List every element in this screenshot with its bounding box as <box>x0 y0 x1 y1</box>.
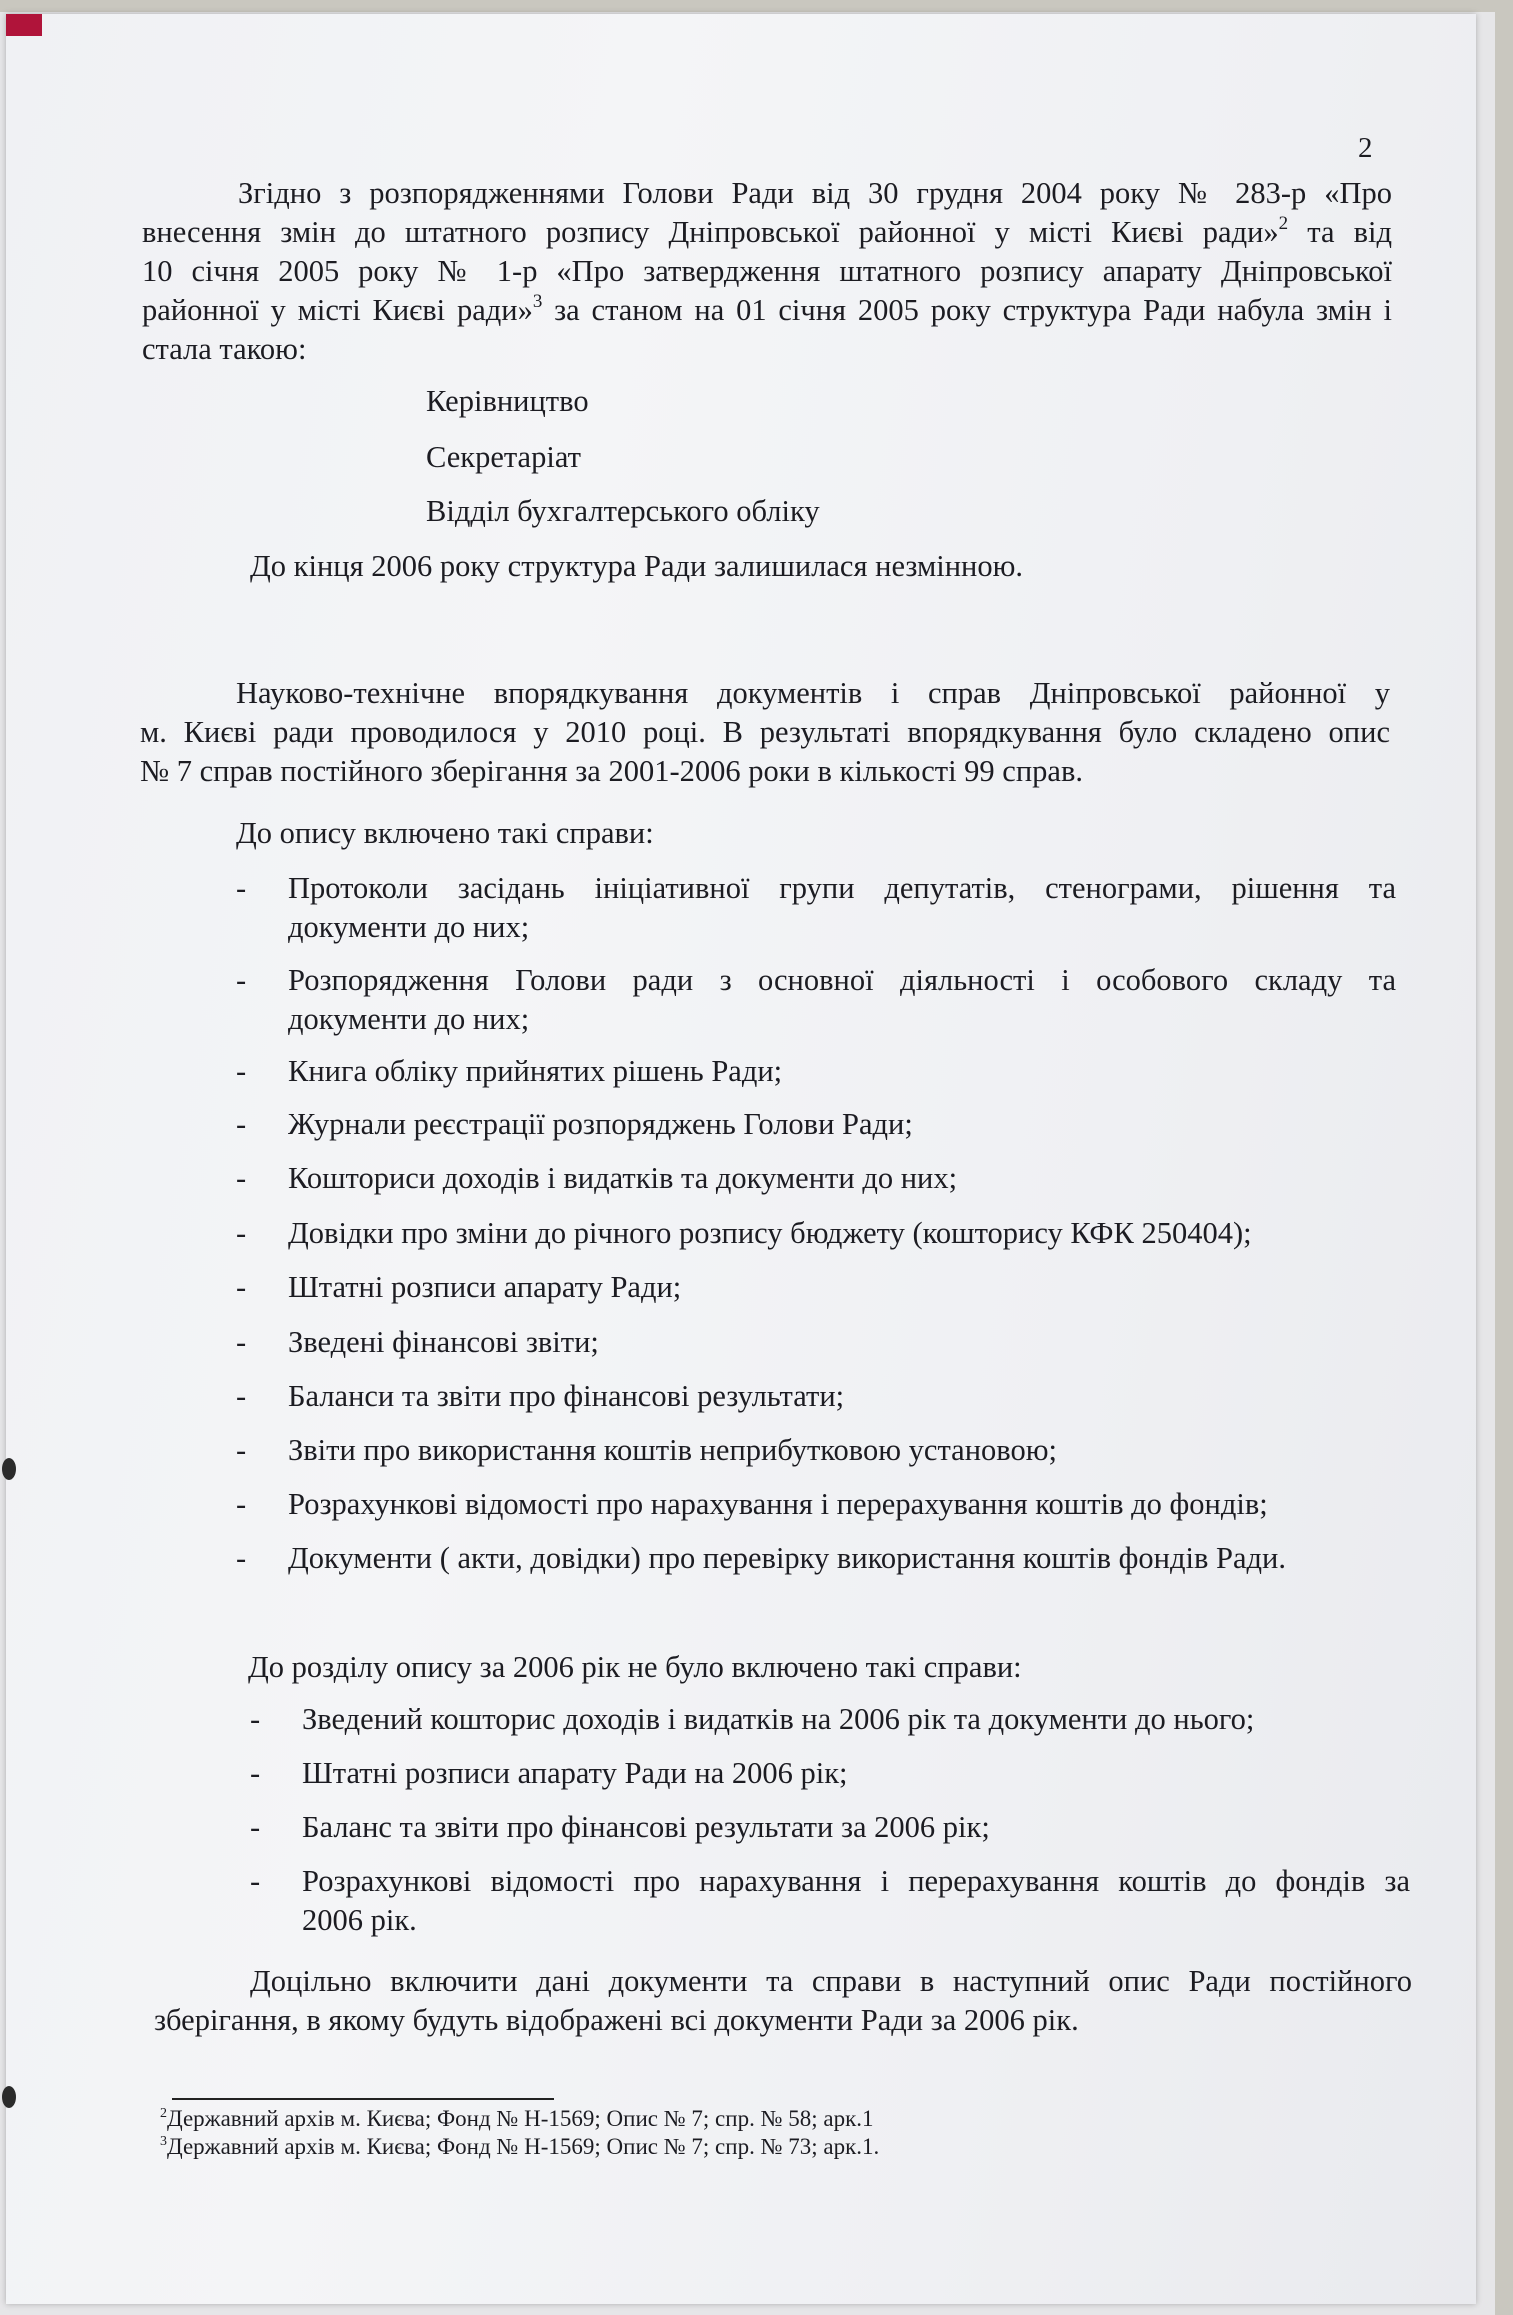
intro-paragraph <box>142 174 1392 369</box>
footnote-separator <box>172 2098 554 2100</box>
intro-line: районної у місті Києві ради»$^3$ за станом на 01 січня 2005 року структура Ради набула змін і <box>142 291 1392 327</box>
ordering-line: № 7 справ постійного зберігання за 2001-2006 роки в кількості 99 справ. <box>140 754 1083 788</box>
structure-item: Секретаріат <box>426 440 581 474</box>
document-page: 2 Згідно з розпорядженнями Голови Ради від 30 грудня 2004 року № 283-р «Про внесення змін до штатного розпису Дніпровської районної у місті Києві ради»$^2$ та від 10 січня 2005 року № 1-р «Про затвердження штатного розпису апарату Дніпровської районної у місті Києві ради»$^3$ за станом на 01 січня 2005 року структура Ради набула змін і стала такою: Керівництво Секретаріат Відділ бухгалтерського обліку До кінця 2006 року структура Ради залишилася незмінною. Науково-технічне впорядкування документів і справ Дніпровської районної у м. Києві ради проводилося у 2010 році. В результаті впорядкування було складено опис № 7 справ постійного зберігання за 2001-2006 роки в кількості 99 справ. До опису включено такі справи: - Протоколи засідань ініціативної групи депутатів, стенограми, рішення та документи до них; - Розпорядження Голови ради з основної діяльності і особового складу та документи до них; - Книга обліку прийнятих рішень Ради; - Журнали реєстрації розпоряджень Голови Ради; - Кошториси доходів і видатків та документи до них; - Довідки про зміни до річного розпису бюджету (кошторису КФК 250404); - Штатні розписи апарату Ради; - Зведені фінансові звіти; - Баланси та звіти про фінансові результати; - Звіти про використання коштів неприбутковою установою; - Розрахункові відомості про нарахування і перерахування коштів до фондів; - Документи ( акти, довідки) про перевірку використання коштів фондів Ради. До розділу опису за 2006 рік не було включено такі справи: - Зведений кошторис доходів і видатків на 2006 рік та документи до нього; - Штатні розписи апарату Ради на 2006 рік; - Баланс та звіти про фінансові результати за 2006 рік; - Розрахункові відомості про нарахування і перерахування коштів до фондів за 2006 рік. Доцільно включити дані документи та справи в наступний опис Ради постійного зберігання, в якому будуть відображені всі документи Ради за 2006 рік. $^2$Державний архів м. Києва; Фонд № Н-1569; Опис № 7; спр. № 58; арк.1 $^3$Державний архів м. Києва; Фонд № Н-1569; Опис № 7; спр. № 73; арк.1. <box>6 14 1476 2304</box>
ordering-line: Науково-технічне впорядкування документів і справ Дніпровської районної у <box>236 676 1390 710</box>
conclusion-line: Доцільно включити дані документи та справи в наступний опис Ради постійного <box>250 1964 1412 1998</box>
intro-line: внесення змін до штатного розпису Дніпровської районної у місті Києві ради»$^2$ та від <box>142 213 1392 249</box>
footnote-ref: 3 <box>532 291 543 312</box>
conclusion-line: зберігання, в якому будуть відображені всі документи Ради за 2006 рік. <box>154 2003 1079 2037</box>
excluded-intro: До розділу опису за 2006 рік не було включено такі справи: <box>248 1650 1022 1684</box>
conclusion-paragraph <box>154 1962 1412 2040</box>
binder-hole <box>2 1458 16 1480</box>
footnote-ref: 2 <box>1278 213 1289 234</box>
intro-line: 10 січня 2005 року № 1-р «Про затвердження штатного розпису апарату Дніпровської <box>142 254 1392 288</box>
binder-hole <box>2 2086 16 2108</box>
ordering-paragraph <box>140 674 1390 791</box>
structure-item: Керівництво <box>426 384 589 418</box>
ordering-line: м. Києві ради проводилося у 2010 році. В результаті впорядкування було складено опис <box>140 715 1390 749</box>
included-intro: До опису включено такі справи: <box>236 816 654 850</box>
page-number: 2 <box>1358 132 1373 164</box>
footnote: $^3$Державний архів м. Києва; Фонд № Н-1569; Опис № 7; спр. № 73; арк.1. <box>160 2134 880 2159</box>
footnote: $^2$Державний архів м. Києва; Фонд № Н-1569; Опис № 7; спр. № 58; арк.1 <box>160 2106 874 2131</box>
structure-item: Відділ бухгалтерського обліку <box>426 494 820 528</box>
intro-line: Згідно з розпорядженнями Голови Ради від 30 грудня 2004 року № 283-р «Про <box>238 176 1392 210</box>
intro-line: стала такою: <box>142 332 307 366</box>
structure-note: До кінця 2006 року структура Ради залишилася незмінною. <box>250 549 1024 583</box>
corner-marker <box>6 14 42 36</box>
